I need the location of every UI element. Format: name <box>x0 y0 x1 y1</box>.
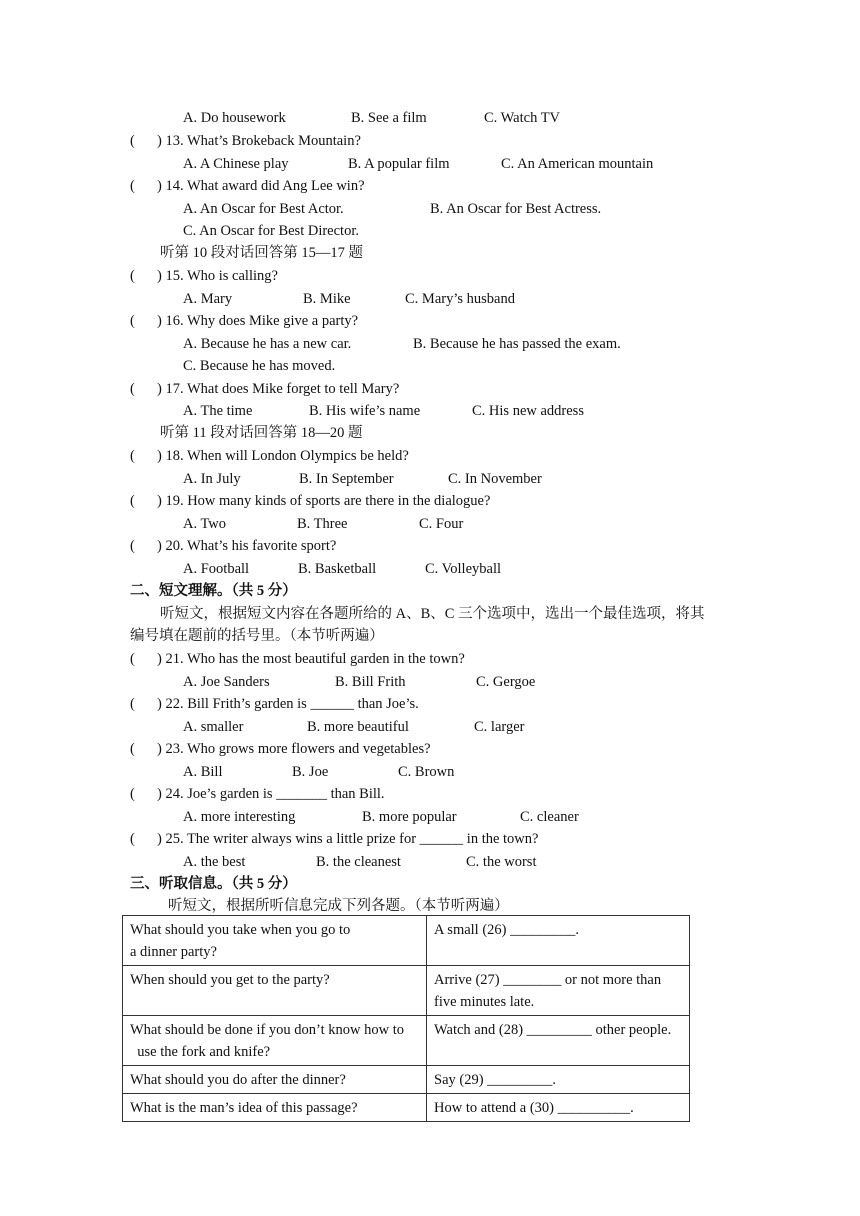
dialogue-10-heading: 听第 10 段对话回答第 15—17 题 <box>160 245 363 261</box>
answer-cell[interactable]: A small (26) _________. <box>427 916 690 966</box>
section-2-heading: 二、短文理解。（共 5 分） <box>130 583 297 599</box>
answer-bracket[interactable]: ( <box>130 538 135 554</box>
q16-stem: ) 16. Why does Mike give a party? <box>157 313 359 329</box>
answer-bracket[interactable]: ( <box>130 651 135 667</box>
answer-bracket[interactable]: ( <box>130 178 135 194</box>
q19-option-c: C. Four <box>419 516 464 532</box>
answer-bracket[interactable]: ( <box>130 831 135 847</box>
answer-bracket[interactable]: ( <box>130 313 135 329</box>
answer-bracket[interactable]: ( <box>130 493 135 509</box>
q17-option-c: C. His new address <box>472 403 584 419</box>
answer-bracket[interactable]: ( <box>130 448 135 464</box>
question-cell: What should be done if you don’t know how to use the fork and knife? <box>123 1016 427 1066</box>
table-row <box>123 1066 690 1094</box>
section-3-heading: 三、听取信息。（共 5 分） <box>130 876 297 892</box>
q20-stem: ) 20. What’s his favorite sport? <box>157 538 337 554</box>
question-cell: When should you get to the party? <box>123 966 427 1016</box>
question-cell: What should you take when you go to a dinner party? <box>123 916 427 966</box>
q25-stem: ) 25. The writer always wins a little prize for ______ in the town? <box>157 831 539 847</box>
q25-option-a: A. the best <box>183 854 246 870</box>
q22-option-a: A. smaller <box>183 719 244 735</box>
answer-cell[interactable]: How to attend a (30) __________. <box>427 1094 690 1122</box>
q16-option-a: A. Because he has a new car. <box>183 336 352 352</box>
q19-option-a: A. Two <box>183 516 227 532</box>
info-table <box>122 915 690 1122</box>
q16-option-b: B. Because he has passed the exam. <box>413 336 621 352</box>
answer-cell[interactable]: Say (29) _________. <box>427 1066 690 1094</box>
q13-option-a: A. A Chinese play <box>183 156 289 172</box>
q20-option-a: A. Football <box>183 561 250 577</box>
answer-bracket[interactable]: ( <box>130 696 135 712</box>
q13-stem: ) 13. What’s Brokeback Mountain? <box>157 133 361 149</box>
q15-stem: ) 15. Who is calling? <box>157 268 278 284</box>
table-row <box>123 1016 690 1066</box>
q18-option-a: A. In July <box>183 471 241 487</box>
table-row <box>123 1094 690 1122</box>
answer-bracket[interactable]: ( <box>130 381 135 397</box>
q23-option-b: B. Joe <box>292 764 329 780</box>
q18-option-c: C. In November <box>448 471 542 487</box>
q18-option-b: B. In September <box>299 471 394 487</box>
q21-option-b: B. Bill Frith <box>335 674 406 690</box>
question-cell: What should you do after the dinner? <box>123 1066 427 1094</box>
q13-option-b: B. A popular film <box>348 156 450 172</box>
q25-option-c: C. the worst <box>466 854 537 870</box>
table-row <box>123 966 690 1016</box>
q12-option-a: A. Do housework <box>183 110 286 126</box>
answer-bracket[interactable]: ( <box>130 268 135 284</box>
q12-option-b: B. See a film <box>351 110 427 126</box>
q12-option-c: C. Watch TV <box>484 110 561 126</box>
q13-option-c: C. An American mountain <box>501 156 654 172</box>
question-cell: What is the man’s idea of this passage? <box>123 1094 427 1122</box>
q15-option-a: A. Mary <box>183 291 233 307</box>
q21-option-a: A. Joe Sanders <box>183 674 270 690</box>
q22-stem: ) 22. Bill Frith’s garden is ______ than Joe’s. <box>157 696 419 712</box>
answer-bracket[interactable]: ( <box>130 741 135 757</box>
q25-option-b: B. the cleanest <box>316 854 401 870</box>
q23-option-c: C. Brown <box>398 764 455 780</box>
q14-option-b: B. An Oscar for Best Actress. <box>430 201 602 217</box>
q17-stem: ) 17. What does Mike forget to tell Mary? <box>157 381 400 397</box>
q18-stem: ) 18. When will London Olympics be held? <box>157 448 409 464</box>
answer-cell[interactable]: Watch and (28) _________ other people. <box>427 1016 690 1066</box>
q15-option-b: B. Mike <box>303 291 351 307</box>
q14-option-a: A. An Oscar for Best Actor. <box>183 201 344 217</box>
table-row <box>123 916 690 966</box>
q14-option-c: C. An Oscar for Best Director. <box>183 223 359 239</box>
q21-stem: ) 21. Who has the most beautiful garden in the town? <box>157 651 465 667</box>
q22-option-b: B. more beautiful <box>307 719 409 735</box>
q17-option-a: A. The time <box>183 403 253 419</box>
q15-option-c: C. Mary’s husband <box>405 291 515 307</box>
section-3-instruction: 听短文，根据所听信息完成下列各题。（本节听两遍） <box>168 898 509 914</box>
q20-option-b: B. Basketball <box>298 561 377 577</box>
q14-stem: ) 14. What award did Ang Lee win? <box>157 178 365 194</box>
q21-option-c: C. Gergoe <box>476 674 536 690</box>
section-2-instruction-line2: 编号填在题前的括号里。（本节听两遍） <box>130 628 384 644</box>
q24-option-b: B. more popular <box>362 809 457 825</box>
q24-option-c: C. cleaner <box>520 809 579 825</box>
q16-option-c: C. Because he has moved. <box>183 358 336 374</box>
q24-option-a: A. more interesting <box>183 809 296 825</box>
q23-stem: ) 23. Who grows more flowers and vegetables? <box>157 741 431 757</box>
q20-option-c: C. Volleyball <box>425 561 501 577</box>
answer-bracket[interactable]: ( <box>130 133 135 149</box>
q22-option-c: C. larger <box>474 719 525 735</box>
q24-stem: ) 24. Joe’s garden is _______ than Bill. <box>157 786 385 802</box>
q17-option-b: B. His wife’s name <box>309 403 421 419</box>
q19-option-b: B. Three <box>297 516 348 532</box>
q23-option-a: A. Bill <box>183 764 223 780</box>
q19-stem: ) 19. How many kinds of sports are there in the dialogue? <box>157 493 491 509</box>
dialogue-11-heading: 听第 11 段对话回答第 18—20 题 <box>160 425 363 441</box>
section-2-instruction-line1: 听短文，根据短文内容在各题所给的 A、B、C 三个选项中，选出一个最佳选项，将其 <box>160 606 705 622</box>
answer-bracket[interactable]: ( <box>130 786 135 802</box>
answer-cell[interactable]: Arrive (27) ________ or not more than five minutes late. <box>427 966 690 1016</box>
